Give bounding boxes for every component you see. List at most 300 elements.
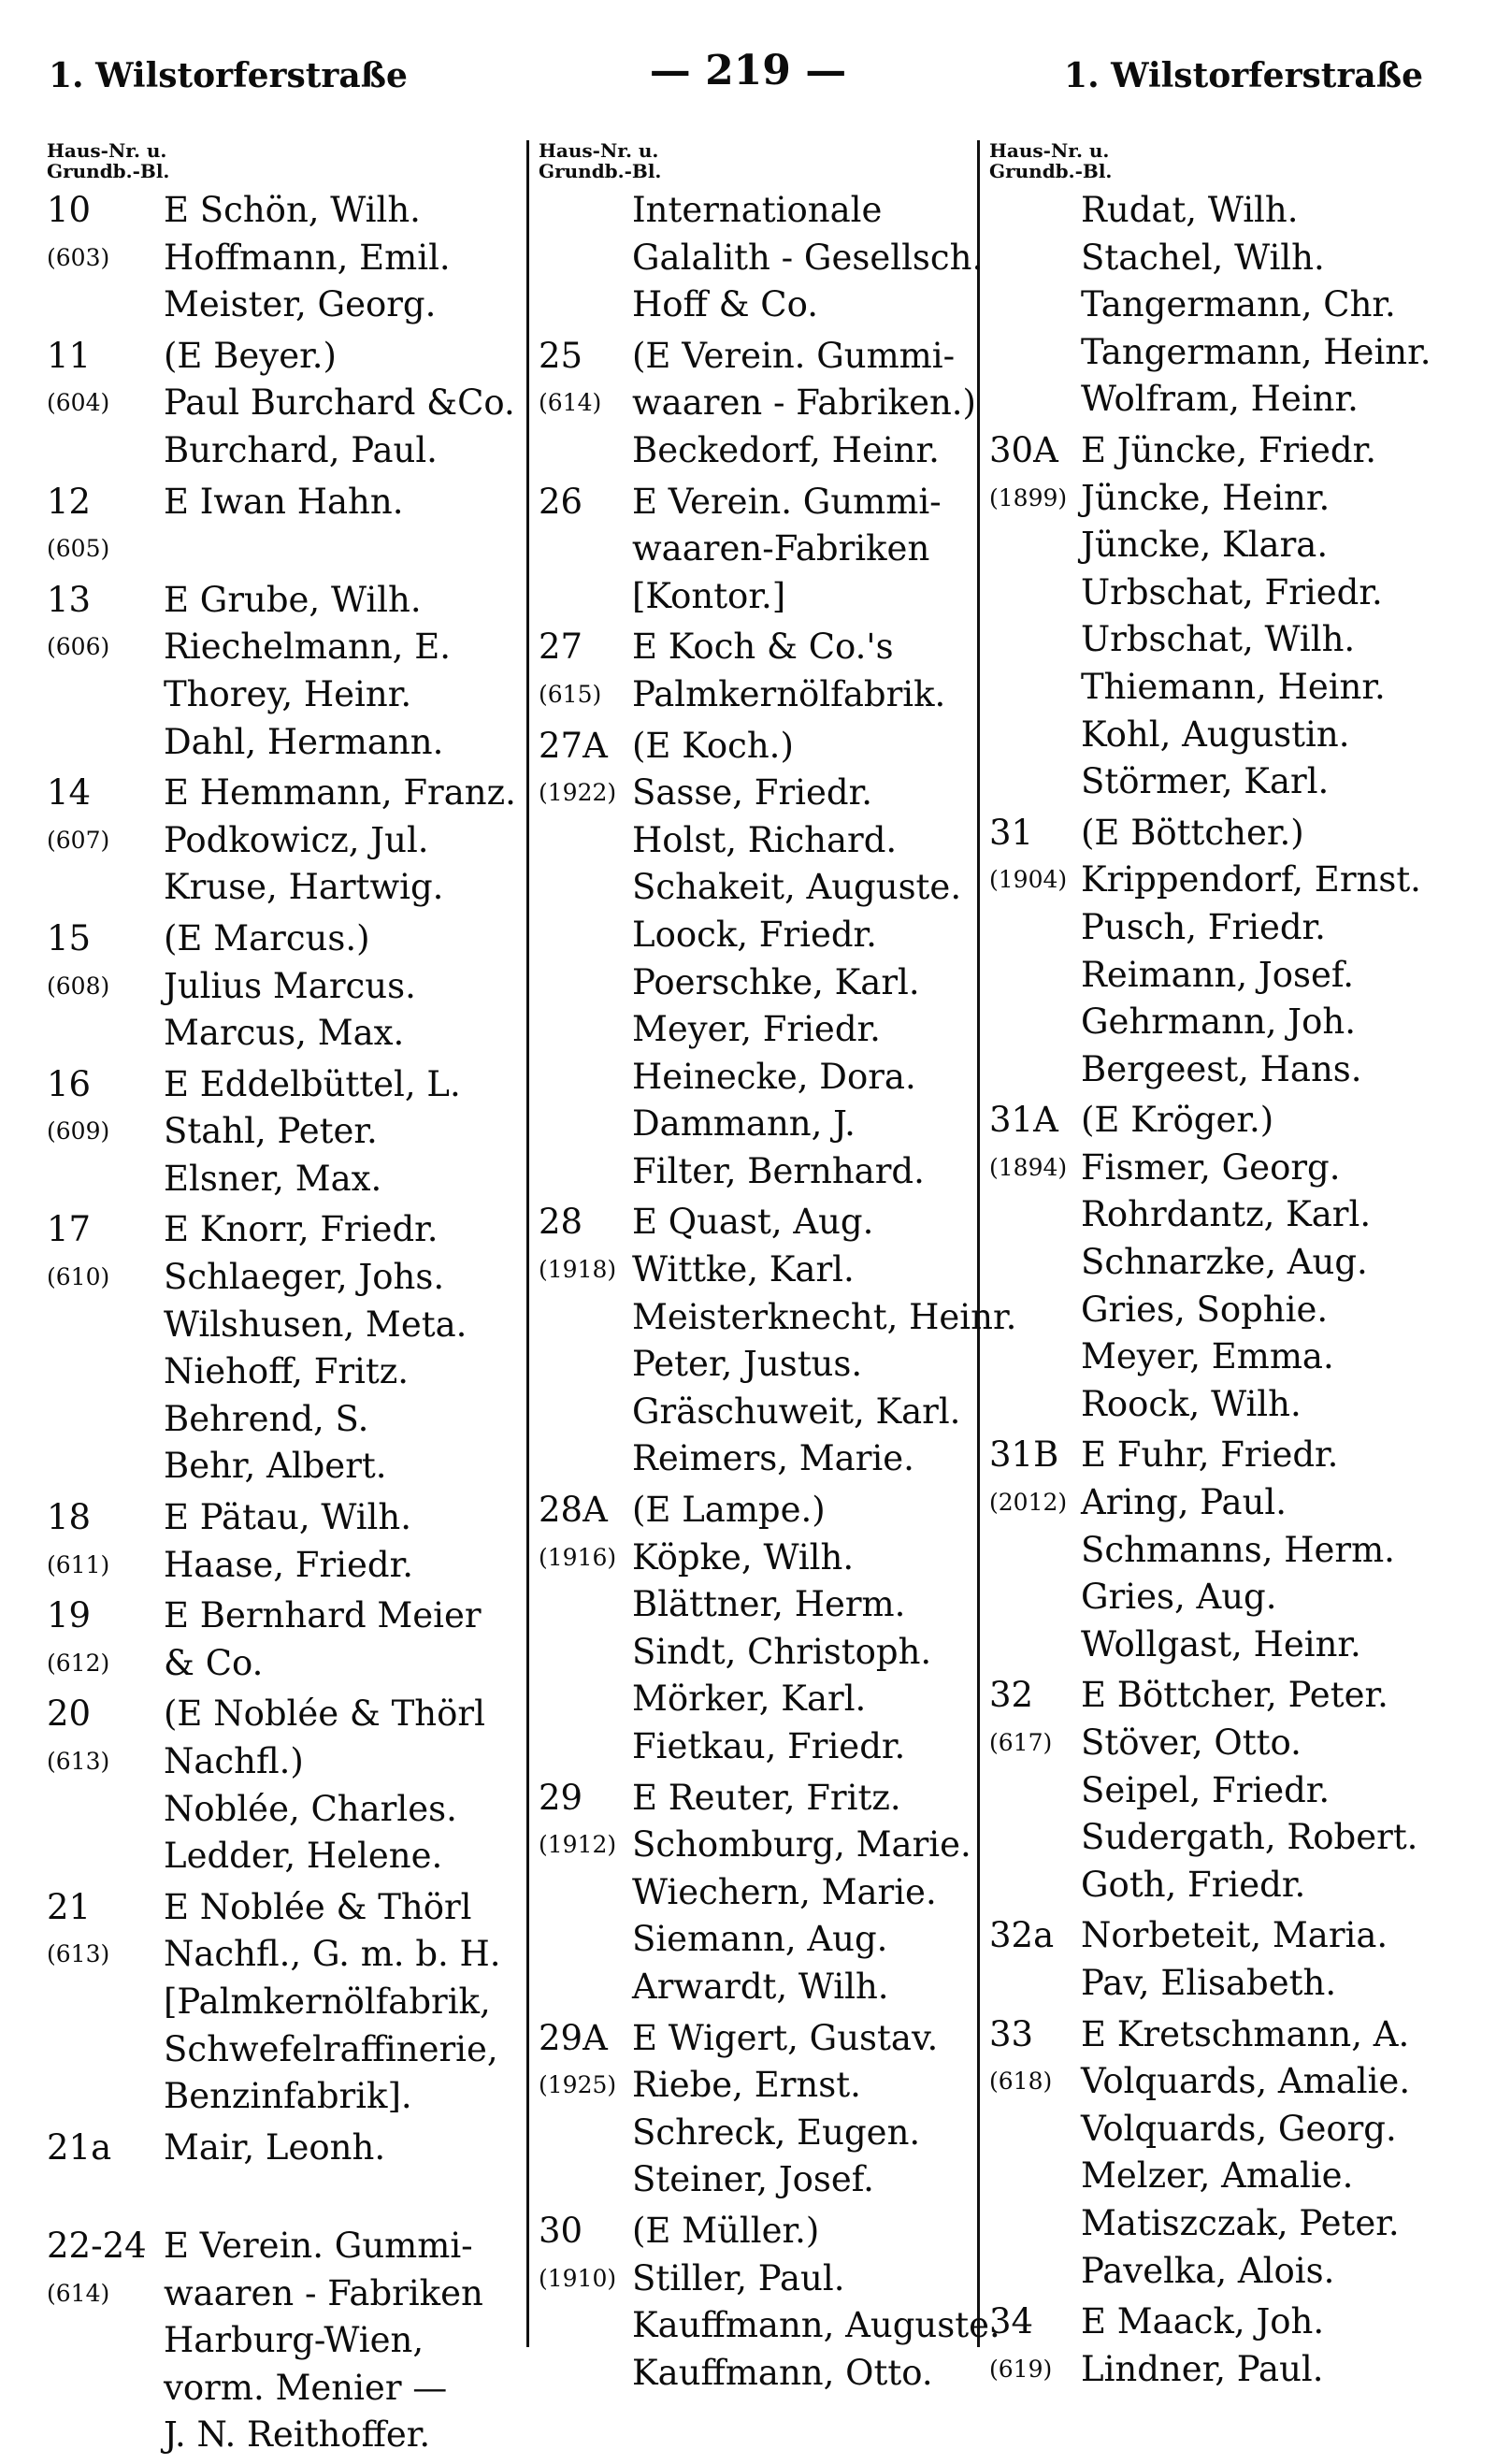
resident-line: E Verein. Gummi- [632,481,942,522]
address-entry [989,1912,1462,2007]
resident-line: Roock, Wilh. [1081,1383,1302,1424]
resident-line: Meister, Georg. [164,284,437,325]
resident-line: Reimers, Marie. [632,1438,914,1479]
resident-line: Nachfl.) [164,1741,304,1781]
resident-line: Gräschuweit, Karl. [632,1391,961,1432]
resident-line: Matiszczak, Peter. [1081,2202,1400,2243]
page-number: — 219 — [649,47,847,94]
resident-list [164,1061,524,1203]
resident-line: Peter, Justus. [632,1344,863,1385]
heading-line: Haus-Nr. u. [539,139,659,162]
resident-list [1081,1432,1462,1668]
house-number-cell [47,1206,164,1301]
resident-line: (E Böttcher.) [1081,812,1304,853]
resident-line: & Co. [164,1642,264,1683]
resident-line: Poerschke, Karl. [632,961,920,1002]
resident-line: Goth, Friedr. [1081,1864,1306,1905]
address-entry [539,723,985,1196]
resident-line: Sindt, Christoph. [632,1631,932,1672]
resident-list [632,624,985,718]
resident-line: Dahl, Hermann. [164,721,444,762]
house-number-cell [539,333,632,427]
resident-line: Schmanns, Herm. [1081,1529,1395,1570]
house-number-cell [539,2208,632,2302]
address-entry [989,810,1462,1094]
heading-line: Haus-Nr. u. [47,139,167,162]
house-number: 33 [989,2013,1034,2054]
resident-list [1081,187,1462,424]
address-entry [539,2208,1000,2397]
address-entry [47,1494,524,1589]
address-entry [47,1206,524,1491]
resident-list [164,2125,524,2172]
resident-line: E Noblée & Thörl [164,1886,472,1927]
land-register-number [47,2171,164,2219]
land-register-number: (609) [47,1117,110,1146]
address-entry [47,479,524,573]
house-number: 27 [539,627,583,668]
house-number-cell [47,1884,164,1979]
resident-line: [Kontor.] [632,575,786,616]
house-number: 14 [47,772,92,814]
resident-line: Stöver, Otto. [1081,1722,1302,1763]
resident-line: Pavelka, Alois. [1081,2250,1335,2291]
land-register-number [989,235,1081,282]
resident-line: Stahl, Peter. [164,1111,378,1152]
resident-list [632,479,985,621]
house-number-cell [539,479,632,573]
resident-line: Siemann, Aug. [632,1919,888,1960]
land-register-number: (610) [47,1263,110,1291]
resident-line: Köpke, Wilh. [632,1536,855,1578]
resident-line: Bergeest, Hans. [1081,1048,1362,1089]
address-entry [47,333,524,475]
address-entry [47,1691,524,1880]
land-register-number: (615) [539,680,602,708]
resident-line: Blättner, Herm. [632,1584,906,1625]
house-number-cell [47,1691,164,1785]
address-entry [539,187,985,329]
land-register-number: (606) [47,633,110,661]
resident-line: E Schön, Wilh. [164,190,421,230]
house-number-cell [539,1199,632,1293]
resident-list [164,770,524,912]
resident-line: Benzinfabrik]. [164,2076,412,2117]
resident-line: E Wigert, Gustav. [632,2017,939,2058]
resident-line: Meyer, Emma. [1081,1336,1334,1377]
resident-line: Pav, Elisabeth. [1081,1962,1337,2003]
running-header-right: 1. Wilstorferstraße [1064,56,1423,95]
resident-line: Elsner, Max. [164,1158,382,1199]
address-entry [989,187,1462,424]
house-number-cell [989,1672,1081,1766]
land-register-number: (611) [47,1550,110,1578]
resident-line: Norbeteit, Maria. [1081,1915,1388,1956]
resident-list [1081,427,1462,806]
resident-list [164,915,524,1058]
resident-line: Schomburg, Marie. [632,1824,971,1866]
resident-line: Holst, Richard. [632,819,898,860]
resident-line: Seipel, Friedr. [1081,1769,1331,1810]
house-number-cell [539,624,632,718]
resident-line: Stiller, Paul. [632,2257,845,2298]
resident-line: Volquards, Georg. [1081,2108,1397,2149]
resident-line: Gehrmann, Joh. [1081,1001,1356,1043]
resident-line: Julius Marcus. [164,965,416,1006]
house-number [989,187,1081,235]
land-register-number: (1918) [539,1256,617,1284]
resident-line: Aring, Paul. [1081,1482,1287,1523]
resident-list [632,2015,985,2204]
resident-list [164,1206,524,1491]
resident-line: Mörker, Karl. [632,1679,867,1720]
resident-line: Sudergath, Robert. [1081,1817,1418,1858]
land-register-number: (617) [989,1729,1053,1756]
address-entry [539,333,985,475]
resident-line: E Jüncke, Friedr. [1081,429,1376,470]
resident-line: Arwardt, Wilh. [632,1966,889,2007]
land-register-number: (618) [989,2068,1053,2096]
resident-line: waaren - Fabriken.) [632,382,976,424]
resident-list [1081,1912,1462,2007]
address-entry [539,2015,985,2204]
land-register-number: (1894) [989,1153,1068,1181]
resident-list [164,1884,524,2121]
address-entry [47,770,524,912]
house-number: 15 [47,917,92,958]
resident-line: E Eddelbüttel, L. [164,1063,461,1104]
house-number: 28 [539,1202,583,1243]
house-number: 13 [47,579,92,620]
house-number: 31B [989,1434,1059,1476]
address-entry [47,187,524,329]
house-number: 29A [539,2017,608,2058]
resident-line: Fietkau, Friedr. [632,1726,906,1766]
resident-list [1081,2298,1462,2393]
resident-line: E Reuter, Fritz. [632,1777,901,1818]
land-register-number [989,1960,1081,2008]
resident-line: Wolfram, Heinr. [1081,379,1359,420]
resident-line: Meyer, Friedr. [632,1009,881,1050]
address-entry [989,2011,1462,2296]
address-entry [47,1884,524,2121]
house-number: 21a [47,2126,112,2168]
resident-list [1081,2011,1462,2296]
resident-line: E Bernhard Meier [164,1595,482,1636]
house-number: 27A [539,725,608,766]
resident-line: (E Müller.) [632,2210,820,2251]
land-register-number: (613) [47,1940,110,1968]
house-number: 10 [47,190,92,230]
resident-list [632,1775,985,2011]
address-entry [539,624,985,718]
house-number-cell [539,1487,632,1581]
resident-line: Tangermann, Chr. [1081,284,1396,325]
address-entry [989,1672,1462,1909]
house-number-cell [47,1592,164,1687]
house-number: 34 [989,2301,1034,2342]
resident-line: Rudat, Wilh. [1081,190,1299,230]
resident-line: Galalith - Gesellsch. [632,237,984,278]
resident-line: E Fuhr, Friedr. [1081,1434,1339,1476]
resident-line: Tangermann, Heinr. [1081,331,1431,372]
heading-line: Grundb.-Bl. [989,160,1113,182]
heading-line: Haus-Nr. u. [989,139,1110,162]
house-number: 32a [989,1915,1055,1956]
resident-line: Jüncke, Klara. [1081,525,1329,566]
address-entry [47,2125,524,2219]
house-number-cell [47,333,164,427]
resident-line: Kauffmann, Auguste. [632,2305,1000,2346]
resident-line: Podkowicz, Jul. [164,819,429,860]
resident-line: Schakeit, Auguste. [632,867,962,908]
address-entry [47,1061,524,1203]
house-number: 28A [539,1490,608,1531]
house-number-cell [47,577,164,671]
resident-line: Marcus, Max. [164,1013,405,1054]
resident-line: Dammann, J. [632,1103,856,1145]
house-number-cell [47,1494,164,1589]
resident-line: Meisterknecht, Heinr. [632,1296,1017,1337]
resident-line: Gries, Aug. [1081,1577,1277,1618]
resident-line: E Knorr, Friedr. [164,1209,439,1250]
address-entry [989,1432,1462,1668]
house-number-cell [47,770,164,864]
address-entry [47,915,524,1058]
resident-line: Palmkernölfabrik. [632,673,946,714]
resident-line: Lindner, Paul. [1081,2348,1324,2389]
column-1 [47,140,524,2463]
resident-line: (E Beyer.) [164,335,337,376]
resident-line: E Maack, Joh. [1081,2301,1325,2342]
house-number: 31 [989,812,1034,853]
resident-line: Heinecke, Dora. [632,1056,916,1097]
resident-line: Ledder, Helene. [164,1836,443,1877]
resident-line: E Kretschmann, A. [1081,2013,1410,2054]
resident-line: Rohrdantz, Karl. [1081,1194,1372,1235]
land-register-number: (603) [47,243,110,271]
house-number: 20 [47,1693,92,1735]
resident-list [632,333,985,475]
resident-line: (E Kröger.) [1081,1100,1274,1141]
address-entry [47,2223,524,2459]
land-register-number: (612) [47,1649,110,1677]
land-register-number: (1922) [539,779,617,807]
resident-line: Melzer, Amalie. [1081,2155,1354,2197]
address-entry [539,1199,1017,1483]
house-number-cell [989,1097,1081,1191]
resident-line: Stachel, Wilh. [1081,237,1325,278]
resident-list [164,1592,524,1687]
house-number-cell [989,187,1081,281]
resident-line: Kauffmann, Otto. [632,2352,933,2393]
house-number: 25 [539,335,583,376]
resident-list [164,577,524,766]
resident-line: Gries, Sophie. [1081,1289,1329,1330]
resident-line: Jüncke, Heinr. [1081,477,1331,518]
house-number-cell [989,2011,1081,2106]
resident-line: Schwefelraffinerie, [164,2028,498,2069]
resident-line: E Pätau, Wilh. [164,1497,411,1538]
resident-line: Urbschat, Wilh. [1081,619,1356,660]
resident-line: E Quast, Aug. [632,1202,874,1243]
resident-line: Schreck, Eugen. [632,2111,921,2153]
resident-line: Burchard, Paul. [164,429,438,470]
house-number: 17 [47,1209,92,1250]
house-number: 21 [47,1886,92,1927]
house-number-cell [539,1775,632,1869]
address-entry [47,577,524,766]
resident-line: Sasse, Friedr. [632,772,872,814]
resident-line: Behr, Albert. [164,1446,387,1487]
resident-line: waaren-Fabriken [632,528,930,569]
resident-line: Wittke, Karl. [632,1249,855,1290]
resident-line: Schlaeger, Johs. [164,1257,445,1298]
address-entry [539,1487,985,1771]
resident-line: Harburg-Wien, [164,2320,424,2361]
house-number: 22-24 [47,2225,147,2266]
house-number-cell [47,1061,164,1156]
resident-line: J. N. Reithoffer. [164,2414,431,2456]
house-number-cell [47,479,164,573]
resident-line: Riechelmann, E. [164,627,451,668]
resident-line: Loock, Friedr. [632,914,877,955]
house-number-cell [989,2298,1081,2393]
resident-line: Reimann, Josef. [1081,954,1355,995]
resident-line: Behrend, S. [164,1398,369,1439]
land-register-number: (1916) [539,1543,617,1571]
resident-line: Beckedorf, Heinr. [632,429,940,470]
resident-line: E Hemmann, Franz. [164,772,516,814]
resident-line: Hoffmann, Emil. [164,237,451,278]
land-register-number: (604) [47,389,110,417]
house-number-cell [47,915,164,1010]
house-number: 29 [539,1777,583,1818]
resident-list [1081,810,1462,1094]
house-number: 18 [47,1497,92,1538]
resident-line: Hoff & Co. [632,284,818,325]
land-register-number: (1904) [989,866,1068,894]
resident-list [632,2208,1000,2397]
column-heading [539,140,985,181]
column-heading [989,140,1462,181]
house-number: 30A [989,429,1058,470]
resident-line: Urbschat, Friedr. [1081,571,1383,612]
resident-line: Störmer, Karl. [1081,761,1330,802]
column-3 [989,140,1462,2397]
house-number: 30 [539,2210,583,2251]
resident-list [164,187,524,329]
resident-list [1081,1097,1462,1428]
resident-line: (E Noblée & Thörl [164,1693,485,1735]
resident-line: Kruse, Hartwig. [164,867,444,908]
resident-line: Noblée, Charles. [164,1788,457,1829]
house-number: 11 [47,335,92,376]
resident-line: (E Koch.) [632,725,794,766]
land-register-number: (1899) [989,483,1068,512]
land-register-number: (619) [989,2355,1053,2383]
land-register-number: (1910) [539,2264,617,2292]
resident-list [632,1487,985,1771]
resident-line: E Iwan Hahn. [164,481,404,522]
house-number: 32 [989,1675,1034,1716]
house-number-cell [539,723,632,817]
house-number: 16 [47,1063,92,1104]
address-entry [989,427,1462,806]
house-number-cell [989,810,1081,904]
address-entry [989,2298,1462,2393]
house-number: 12 [47,481,92,522]
house-number-cell [47,2223,164,2317]
land-register-number: (1912) [539,1831,617,1859]
house-number-cell [539,187,632,281]
house-number-cell [989,1912,1081,2007]
resident-list [1081,1672,1462,1909]
land-register-number: (613) [47,1748,110,1775]
resident-list [632,723,985,1196]
land-register-number: (2012) [989,1489,1068,1517]
resident-line: [Palmkernölfabrik, [164,1981,491,2022]
land-register-number: (614) [539,389,602,417]
resident-line: Wollgast, Heinr. [1081,1623,1361,1664]
land-register-number: (608) [47,972,110,1000]
resident-line: Kohl, Augustin. [1081,713,1350,755]
resident-list [164,479,524,526]
resident-line: E Verein. Gummi- [164,2225,473,2266]
resident-line: Niehoff, Fritz. [164,1351,410,1392]
land-register-number: (605) [47,535,110,563]
resident-list [164,2223,524,2459]
resident-list [632,1199,1017,1483]
resident-list [164,333,524,475]
resident-line: Pusch, Friedr. [1081,906,1326,947]
house-number-cell [539,2015,632,2110]
resident-line: Riebe, Ernst. [632,2065,861,2106]
land-register-number [539,235,632,282]
resident-line: Thorey, Heinr. [164,673,412,714]
running-header-left: 1. Wilstorferstraße [49,56,408,95]
resident-line: Fismer, Georg. [1081,1146,1341,1188]
house-number-cell [47,2125,164,2219]
address-entry [539,479,985,621]
resident-line: Steiner, Josef. [632,2159,874,2200]
heading-line: Grundb.-Bl. [539,160,662,182]
land-register-number: (614) [47,2279,110,2307]
column-divider [526,140,529,2347]
land-register-number: (1925) [539,2071,617,2099]
house-number-cell [989,427,1081,522]
resident-line: Wiechern, Marie. [632,1871,937,1912]
resident-line: Krippendorf, Ernst. [1081,859,1421,901]
heading-line: Grundb.-Bl. [47,160,170,182]
house-number: 31A [989,1100,1058,1141]
house-number [539,187,632,235]
address-entry [47,1592,524,1687]
resident-line: Wilshusen, Meta. [164,1304,468,1345]
house-number: 19 [47,1595,92,1636]
resident-line: E Koch & Co.'s [632,627,894,668]
resident-line: Haase, Friedr. [164,1544,413,1585]
resident-line: Schnarzke, Aug. [1081,1242,1368,1283]
resident-line: Mair, Leonh. [164,2126,386,2168]
resident-line: Filter, Bernhard. [632,1150,925,1191]
resident-line: Nachfl., G. m. b. H. [164,1934,501,1975]
address-entry [989,1097,1462,1428]
resident-list [632,187,985,329]
resident-line: (E Marcus.) [164,917,370,958]
resident-line: (E Verein. Gummi- [632,335,956,376]
resident-line: Internationale [632,190,883,230]
